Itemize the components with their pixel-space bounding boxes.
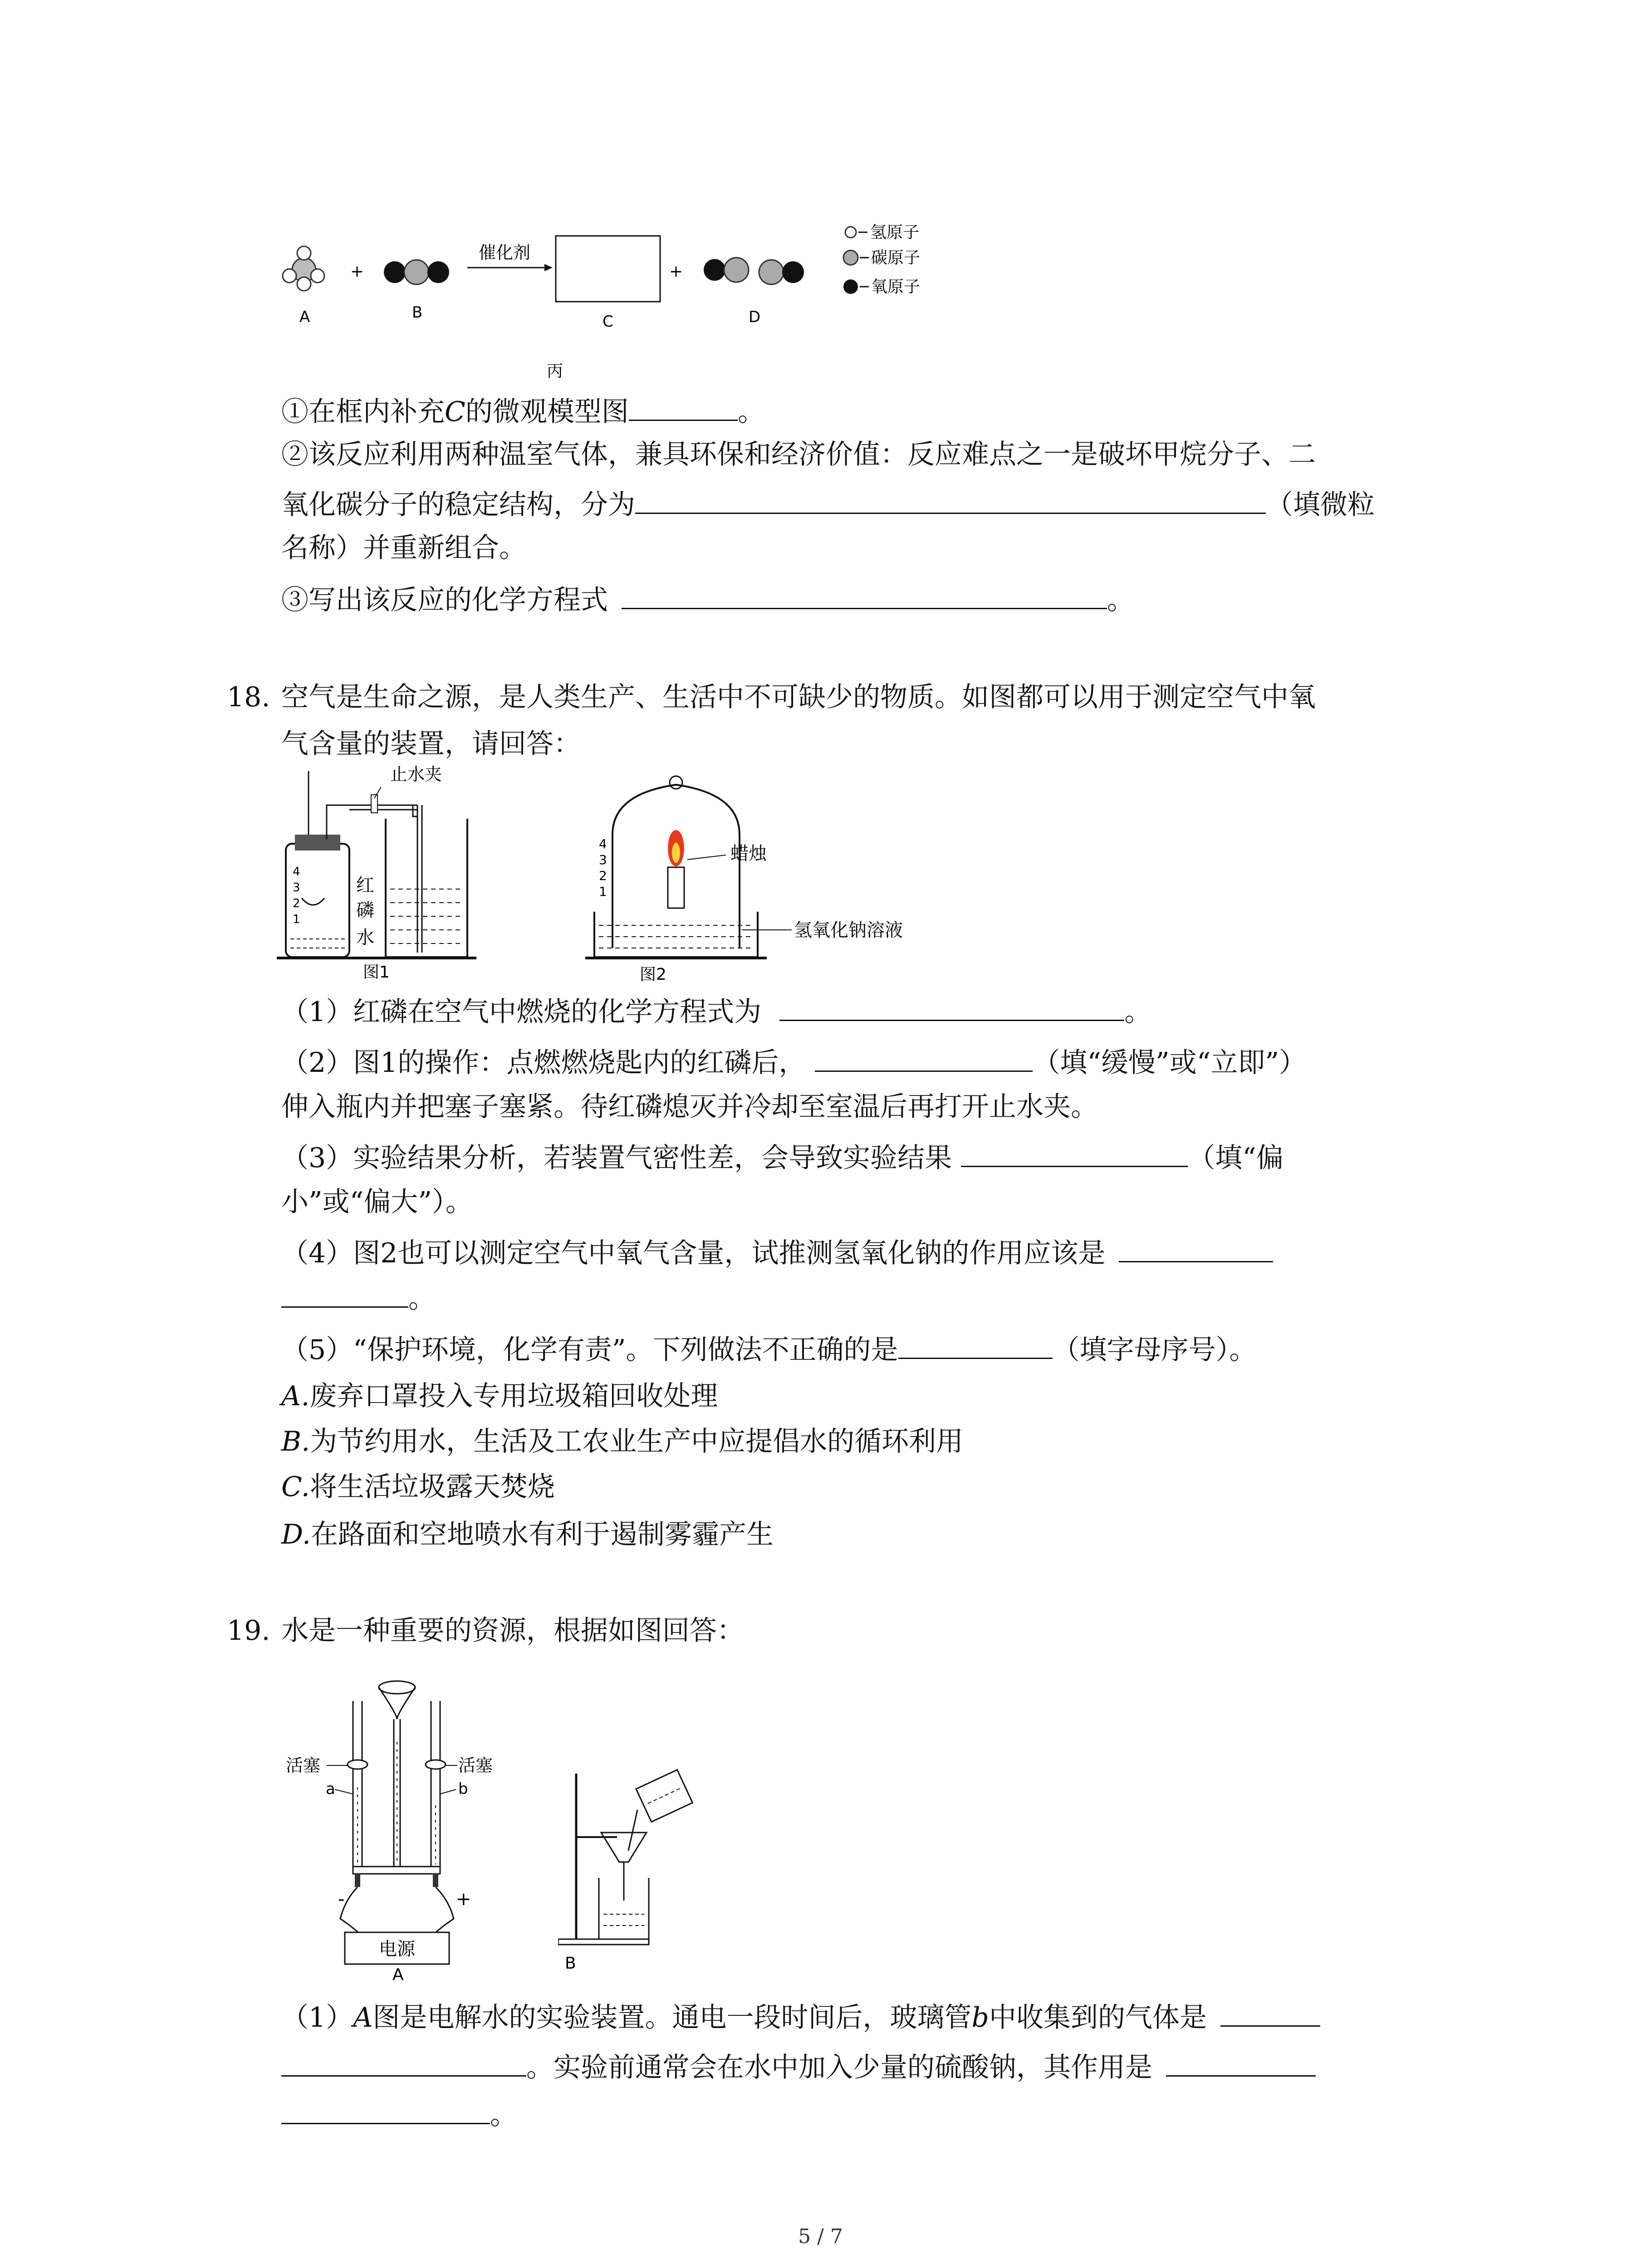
answer-blank[interactable] xyxy=(281,2096,490,2124)
reaction-diagram xyxy=(272,204,998,395)
figure-1-apparatus xyxy=(277,762,594,980)
q19-part1-line2: 。实验前通常会在水中加入少量的硫酸钠，其作用是 xyxy=(281,2048,1316,2086)
q17-sub3: ③写出该反应的化学方程式 。 xyxy=(281,581,1134,618)
answer-blank[interactable] xyxy=(1119,1234,1273,1262)
q18-part3: （3）实验结果分析，若装置气密性差，会导致实验结果 （填“偏 xyxy=(281,1139,1283,1176)
svg-text:4: 4 xyxy=(599,836,607,851)
q19-part1-line3: 。 xyxy=(281,2096,517,2133)
molecule-d xyxy=(704,258,804,284)
svg-text:2: 2 xyxy=(293,897,300,910)
legend xyxy=(843,223,920,296)
figure-2-apparatus xyxy=(585,767,948,984)
answer-blank[interactable] xyxy=(629,392,738,421)
q17-sub2-line1: ②该反应利用两种温室气体，兼具环保和经济价值：反应难点之一是破坏甲烷分子、二 xyxy=(281,439,1316,470)
q17-sub2-line2: 氧化碳分子的稳定结构，分为 （填微粒 xyxy=(281,485,1375,523)
answer-blank[interactable] xyxy=(815,1043,1033,1072)
q18-intro-line1: 空气是生命之源，是人类生产、生活中不可缺少的物质。如图都可以用于测定空气中氧 xyxy=(281,681,1316,713)
q18-part4: （4）图2也可以测定空气中氧气含量，试推测氢氧化钠的作用应该是 xyxy=(281,1234,1273,1271)
label-d: D xyxy=(749,308,761,326)
svg-text:b: b xyxy=(458,1780,468,1798)
svg-text:+: + xyxy=(350,262,364,281)
svg-text:2: 2 xyxy=(599,868,607,883)
svg-text:碳原子: 碳原子 xyxy=(871,249,921,267)
answer-blank[interactable] xyxy=(779,992,1124,1021)
svg-text:+: + xyxy=(456,1889,471,1910)
page-number: 5 / 7 xyxy=(798,2225,843,2248)
svg-text:图1: 图1 xyxy=(363,963,390,980)
answer-blank[interactable] xyxy=(898,1330,1053,1359)
svg-text:4: 4 xyxy=(293,865,300,879)
q18-option-a: A.废弃口罩投入专用垃圾箱回收处理 xyxy=(281,1380,718,1412)
svg-text:1: 1 xyxy=(599,884,607,899)
answer-blank[interactable] xyxy=(281,2048,526,2077)
q18-number: 18. xyxy=(227,681,270,713)
q17-sub2-line3: 名称）并重新组合。 xyxy=(281,532,526,564)
q17-sub1: ①在框内补充C的微观模型图 。 xyxy=(281,392,765,430)
catalyst-label: 催化剂 xyxy=(479,243,531,263)
svg-text:磷: 磷 xyxy=(356,900,374,921)
q18-intro-line2: 气含量的装置，请回答： xyxy=(281,728,581,760)
label-bing: 丙 xyxy=(547,362,563,381)
svg-text:电源: 电源 xyxy=(379,1939,415,1960)
q18-part2: （2）图1的操作：点燃燃烧匙内的红磷后， （填“缓慢”或“立即”） xyxy=(281,1043,1306,1081)
svg-text:+: + xyxy=(669,262,683,281)
answer-blank[interactable] xyxy=(1166,2048,1316,2077)
svg-text:3: 3 xyxy=(599,852,607,867)
svg-text:水: 水 xyxy=(356,927,374,948)
answer-blank[interactable] xyxy=(281,1279,408,1308)
svg-text:氢氧化钠溶液: 氢氧化钠溶液 xyxy=(794,920,903,941)
svg-text:红: 红 xyxy=(356,875,374,896)
q19-part1: （1）A图是电解水的实验装置。通电一段时间后，玻璃管b中收集到的气体是 xyxy=(281,1998,1320,2036)
answer-blank[interactable] xyxy=(622,581,1107,609)
molecule-b xyxy=(384,260,449,284)
answer-blank[interactable] xyxy=(635,485,1266,514)
figure-a-electrolysis xyxy=(277,1674,531,1982)
svg-text:图2: 图2 xyxy=(640,965,666,984)
q19-intro: 水是一种重要的资源，根据如图回答： xyxy=(281,1615,744,1647)
svg-text:止水夹: 止水夹 xyxy=(390,764,442,784)
label-b: B xyxy=(412,303,423,322)
svg-text:a: a xyxy=(326,1780,335,1798)
q18-option-d: D.在路面和空地喷水有利于遏制雾霾产生 xyxy=(281,1519,774,1550)
q18-part5: （5）“保护环境，化学有责”。下列做法不正确的是 （填字母序号）。 xyxy=(281,1330,1257,1368)
svg-text:-: - xyxy=(338,1889,345,1910)
q18-option-c: C.将生活垃圾露天焚烧 xyxy=(281,1471,555,1503)
svg-text:蜡烛: 蜡烛 xyxy=(730,843,767,864)
svg-text:1: 1 xyxy=(293,913,300,926)
q18-part4-line2: 。 xyxy=(281,1279,436,1317)
label-a: A xyxy=(299,308,310,326)
svg-text:活塞: 活塞 xyxy=(458,1755,493,1775)
svg-text:氧原子: 氧原子 xyxy=(871,278,921,296)
q18-option-b: B.为节约用水，生活及工农业生产中应提倡水的循环利用 xyxy=(281,1426,964,1457)
answer-blank[interactable] xyxy=(1220,1998,1320,2027)
q18-part1: （1）红磷在空气中燃烧的化学方程式为 。 xyxy=(281,992,1151,1030)
svg-text:A: A xyxy=(392,1965,404,1982)
molecule-a xyxy=(283,246,324,291)
q18-part3-line2: 小”或“偏大”）。 xyxy=(281,1186,473,1218)
figure-b-filtration xyxy=(558,1765,730,1978)
label-c: C xyxy=(603,313,613,331)
svg-text:活塞: 活塞 xyxy=(286,1755,321,1775)
svg-text:B: B xyxy=(565,1954,576,1973)
answer-blank[interactable] xyxy=(961,1139,1188,1167)
svg-text:3: 3 xyxy=(293,881,300,894)
svg-text:氢原子: 氢原子 xyxy=(870,223,920,242)
box-c xyxy=(556,236,660,302)
q18-part2-line2: 伸入瓶内并把塞子塞紧。待红磷熄灭并冷却至室温后再打开止水夹。 xyxy=(281,1091,1098,1123)
q19-number: 19. xyxy=(227,1615,270,1647)
